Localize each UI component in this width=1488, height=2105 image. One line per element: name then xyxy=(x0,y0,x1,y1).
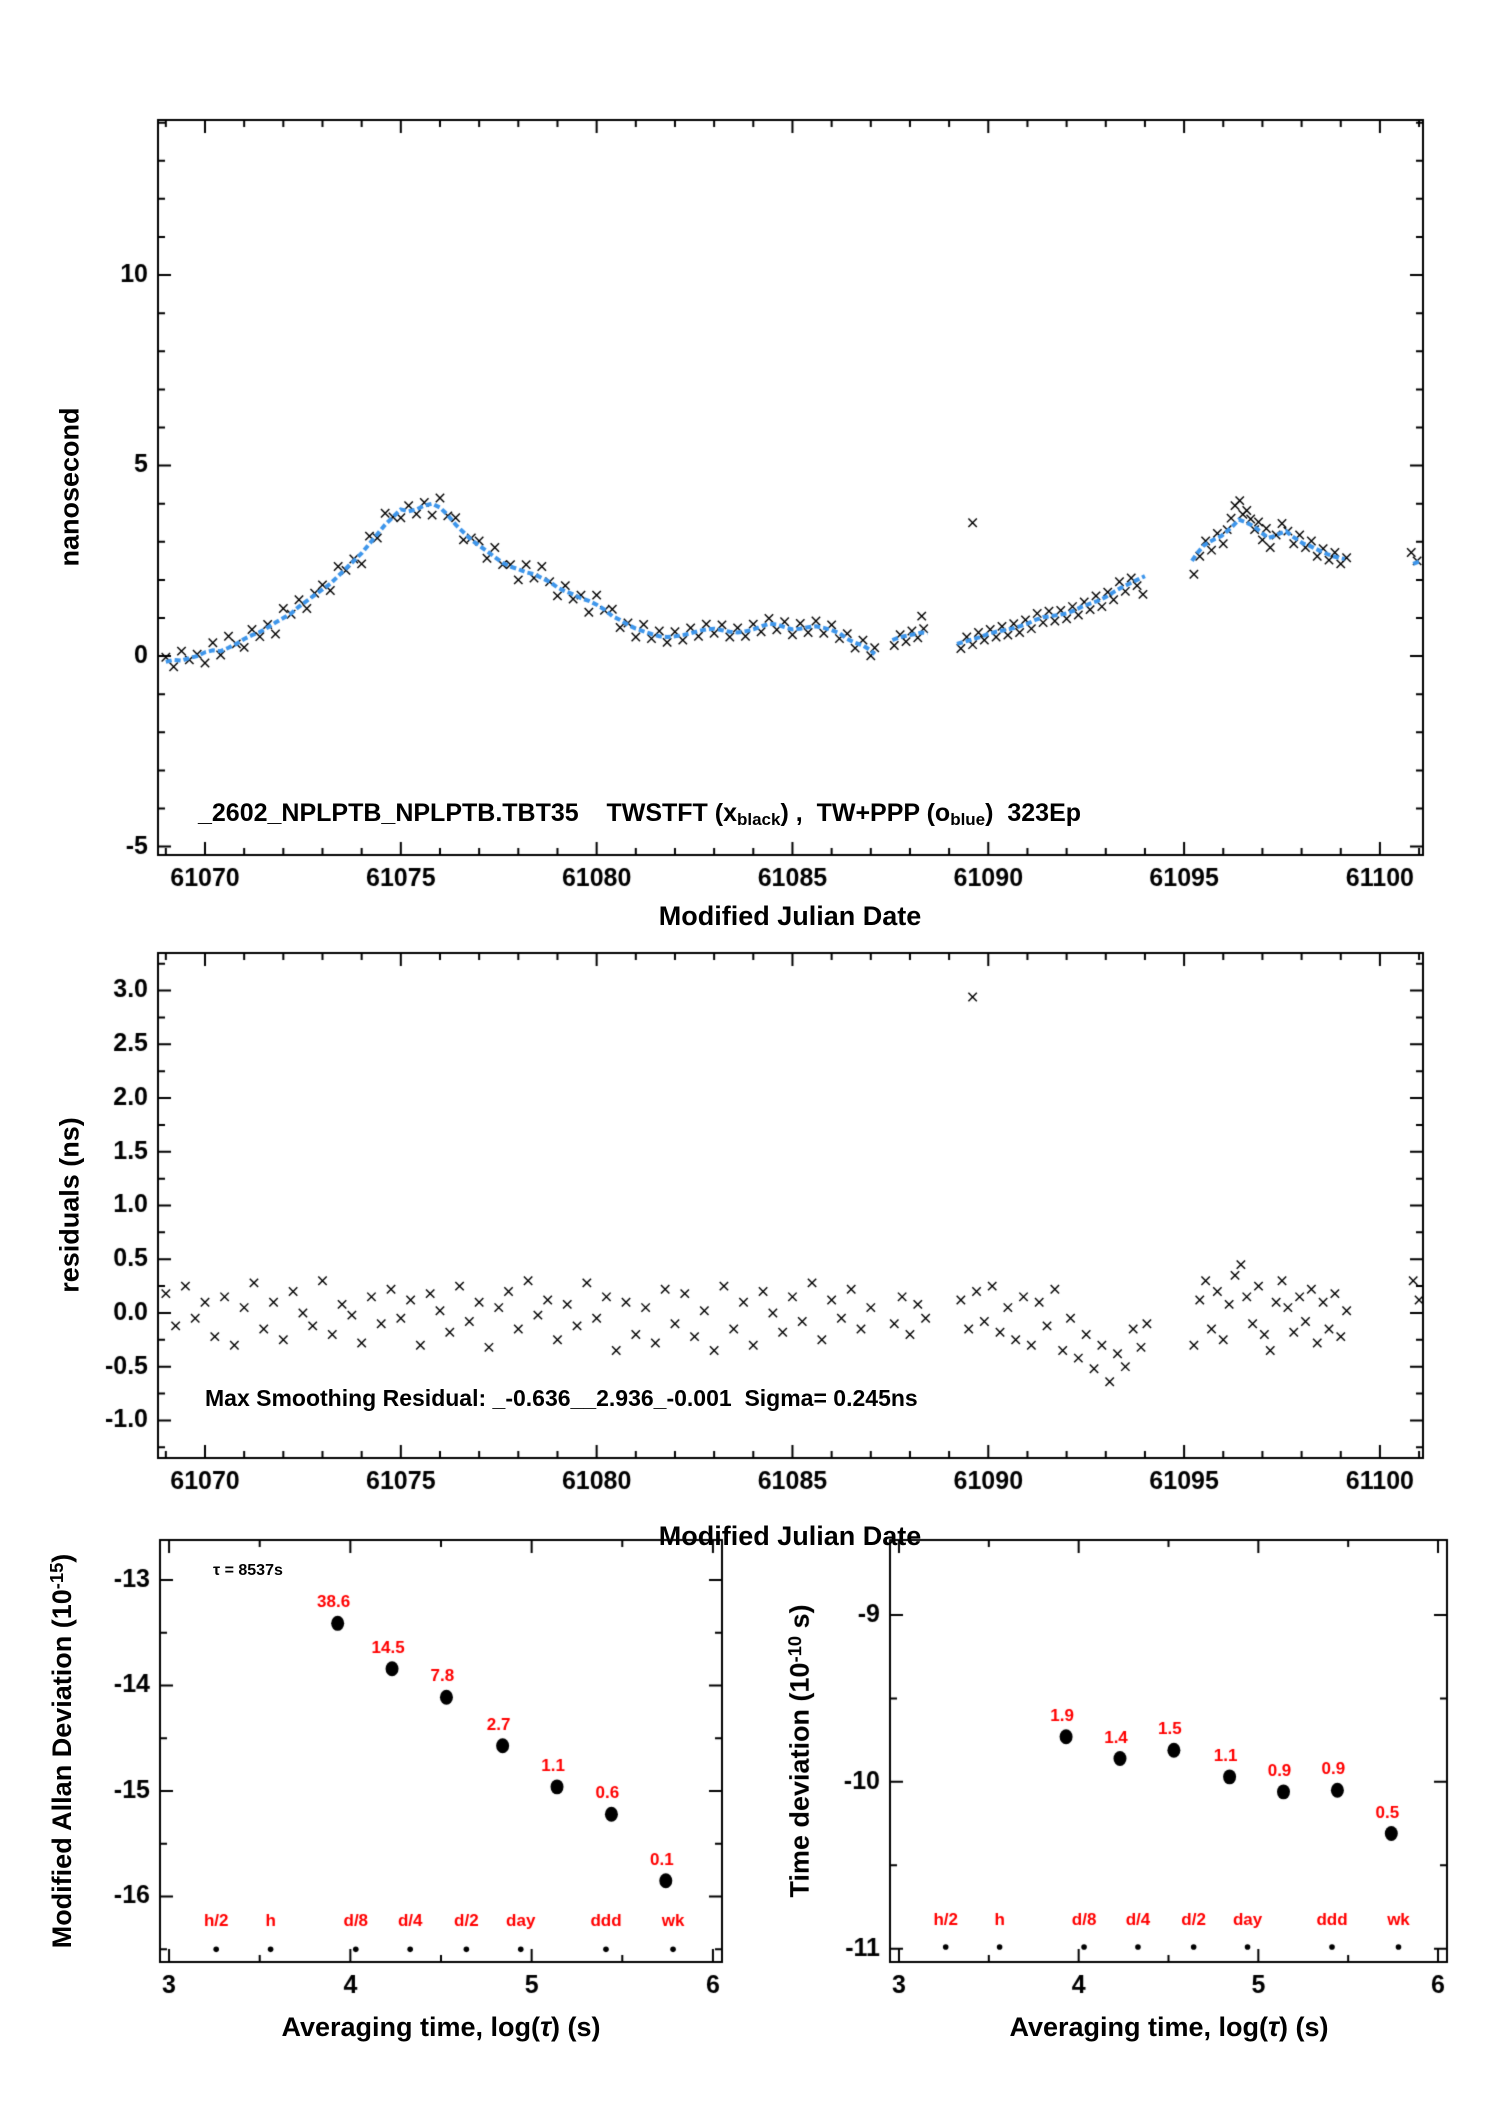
x-axis-title-mdev: Averaging time, log(τ) (s) xyxy=(281,2012,601,2042)
x-axis-title-tdev: Averaging time, log(τ) (s) xyxy=(1009,2012,1329,2042)
y-axis-title-mdev: Modified Allan Deviation $(10^{-15})$ xyxy=(46,1553,77,1949)
y-axis-title-nanosecond: nanosecond xyxy=(54,407,85,567)
y-axis-title-residuals: residuals (ns) xyxy=(54,1117,85,1293)
x-axis-title-residuals: Modified Julian Date xyxy=(658,1521,922,1551)
residual-note: Max Smoothing Residual: _-0.636__2.936_-0.001 Sigma= 0.245ns xyxy=(205,1385,918,1411)
y-axis-title-tdev: Time deviation ($10^{-10}$ s) xyxy=(784,1604,815,1898)
top-chart-title: _2602_NPLPTB_NPLPTB.TBT35 TWSTFT $(x_{black})$ , TW+PPP $(o_{blue})$ 323Ep xyxy=(198,799,1082,829)
x-axis-title-top: Modified Julian Date xyxy=(658,901,922,931)
tau-note: τ = 8537s xyxy=(213,1562,283,1579)
